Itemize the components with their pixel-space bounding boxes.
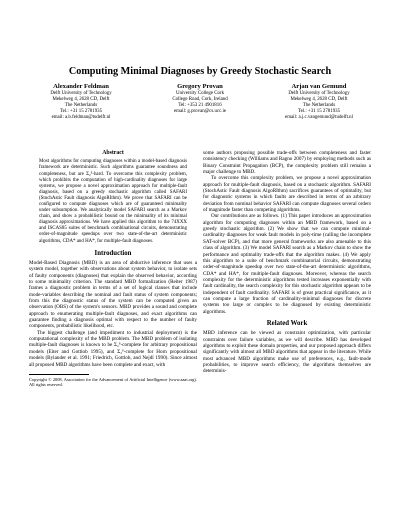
intro-paragraph: The biggest challenge (and impediment to industrial deployment) is the computational complexity of the MBD problem. The MBD problem of isolating multiple-fault diagnoses is known to be Σ₂ᴾ-complete for arbitrary propositional models (Eiter and Gottlob 1995), and Σ₂ᴾ-complete for Horn propositional models (Bylander et al. 1991; Friedrich, Gottlob, and Nejdl 1990). Since almost all proposed MBD algorithms have been complete and exact, with <box>29 329 197 368</box>
author-name: Alexander Feldman <box>53 83 109 90</box>
author-3 <box>260 83 378 121</box>
author-affiliation-line: The Netherlands <box>302 103 336 109</box>
author-email: email: a.b.feldman@tudelft.nl <box>51 115 111 121</box>
body-paragraph: some authors proposing possible trade-offs between completeness and faster consistency checking (Williams and Ragno 2007) by employing methods such as Binary Constraint Propagation (BCP), the complexity problem still remains a major challenge to MBD. <box>203 150 371 176</box>
abstract-heading: Abstract <box>102 150 124 156</box>
author-name: Gregory Provan <box>177 83 223 90</box>
author-phone: Tel: +353 21 4901816 <box>178 103 222 109</box>
author-affiliation-line: The Netherlands <box>64 103 98 109</box>
author-2 <box>141 83 259 121</box>
author-affiliation-line: Mekelweg 4, 2628 CD, Delft <box>290 97 348 103</box>
author-affiliation-line: Mekelweg 4, 2628 CD, Delft <box>52 97 110 103</box>
author-phone: Tel.: +31 15 2781935 <box>297 109 341 115</box>
right-column <box>203 150 371 375</box>
author-affiliation-line: College Road, Cork, Ireland <box>172 97 228 103</box>
footnote-rule <box>29 374 89 375</box>
related-work-heading: Related Work <box>266 319 308 327</box>
left-column <box>29 150 197 388</box>
abstract-text: Most algorithms for computing diagnoses within a model-based diagnosis framework are deterministic. Such algorithms guarantee soundness and completeness, but are Σ₂ᴾ-hard. To overcome this complexity problem, which prohibits the computation of high-cardinality diagnoses for large systems, we propose a novel approximation approach for multiple-fault diagnosis, based on a greedy stochastic algorithm called SAFARI (StochAstic Fault diagnosis AlgoRIthm). We prove that SAFARI can be configured to compute diagnoses which are of guaranteed minimality under subsumption. We analytically model SAFARI search as a Markov chain, and show a probabilistic bound on the minimality of its minimal diagnosis approximations. We have applied this algorithm to the 74XXX and ISCAS85 suites of benchmark combinational circuits, demonstrating order-of-magnitude speedups over two state-of-the-art deterministic algorithms, CDA* and HA*, for multiple-fault diagnoses. <box>39 159 187 244</box>
author-1 <box>22 83 140 121</box>
paper-title: Computing Minimal Diagnoses by Greedy Stochastic Search <box>68 66 332 77</box>
introduction-heading: Introduction <box>94 249 132 257</box>
author-email: email: a.j.c.vangemund@tudelft.nl <box>285 115 353 121</box>
author-affiliation-line: University College Cork <box>175 91 225 96</box>
author-affiliation-line: Delft University of Technology <box>50 91 112 96</box>
intro-paragraph: Model-Based Diagnosis (MBD) is an area of abductive inference that uses a system model, together with observations about system behavior, to isolate sets of faulty components (diagnoses) that explain the observed behavior, according to some minimality criterion. The standard MBD formalization (Reiter 1987) frames a diagnostic problem in terms of a set of logical clauses that include mode-variables describing the nominal and fault status of system components; from this the diagnostic status of the system can be computed given an observation (OBS) of the system's sensors. MBD provides a sound and complete approach to enumerating multiple-fault diagnoses, and exact algorithms can guarantee finding a diagnosis optimal with respect to the number of faulty components, probabilistic likelihood, etc. <box>29 260 197 330</box>
related-work-paragraph: MBD inference can be viewed as constraint optimization, with particular constraints over failure variables, as we will describe. MBD has developed algorithms to exploit these domain properties, and our proposed approach differs significantly with almost all MBD algorithms that appear in the literature. While most advanced MBD algorithms make use of preferences, e.g., fault-mode probabilities, to improve search efficiency, the algorithms themselves are determinis- <box>203 330 371 375</box>
author-affiliation-line: Delft University of Technology <box>288 91 350 96</box>
copyright-notice: Copyright © 2008, Association for the Advancement of Artificial Intelligence (www.aaai.org). All rights reserved. <box>29 376 197 388</box>
author-phone: Tel.: +31 15 2781935 <box>59 109 103 115</box>
author-email: email: g.provan@cs.ucc.ie <box>173 109 227 115</box>
author-name: Arjan van Gemund <box>291 83 347 90</box>
contributions-paragraph: Our contributions are as follows. (1) This paper introduces an approximation algorithm for computing diagnoses within an MBD framework, based on a greedy stochastic algorithm. (2) We show that we can compute minimal-cardinality diagnoses for weak fault models in poly-time (calling the incomplete SAT-solver BCP), and that more general frameworks are also amenable to this class of algorithm. (3) We model SAFARI search as a Markov chain to show the performance and optimality trade-offs that the algorithm makes. (4) We apply this algorithm to a suite of benchmark combinatorial circuits, demonstrating order-of-magnitude speedup over two state-of-the-art deterministic algorithms, CDA* and HA*, for multiple-fault diagnoses. Moreover, whereas the search complexity for the deterministic algorithms tested increases exponentially with fault cardinality, the search complexity for this stochastic algorithm appears to be independent of fault cardinality. SAFARI is of great practical significance, as it can compute a large fraction of cardinality-minimal diagnoses for discrete systems too large or complex to be diagnosed by existing deterministic algorithms. <box>203 213 371 315</box>
body-paragraph: To overcome this complexity problem, we propose a novel approximation approach for multiple-fault diagnosis, based on a stochastic algorithm. SAFARI (StochAstic Fault diagnosis AlgoRIthm) sacrifices guarantees of optimality, but for diagnostic systems in which faults are described in terms of an arbitrary deviation from nominal behavior SAFARI can compute diagnoses several orders of magnitude faster than competing algorithms. <box>203 175 371 214</box>
author-block <box>22 83 378 121</box>
